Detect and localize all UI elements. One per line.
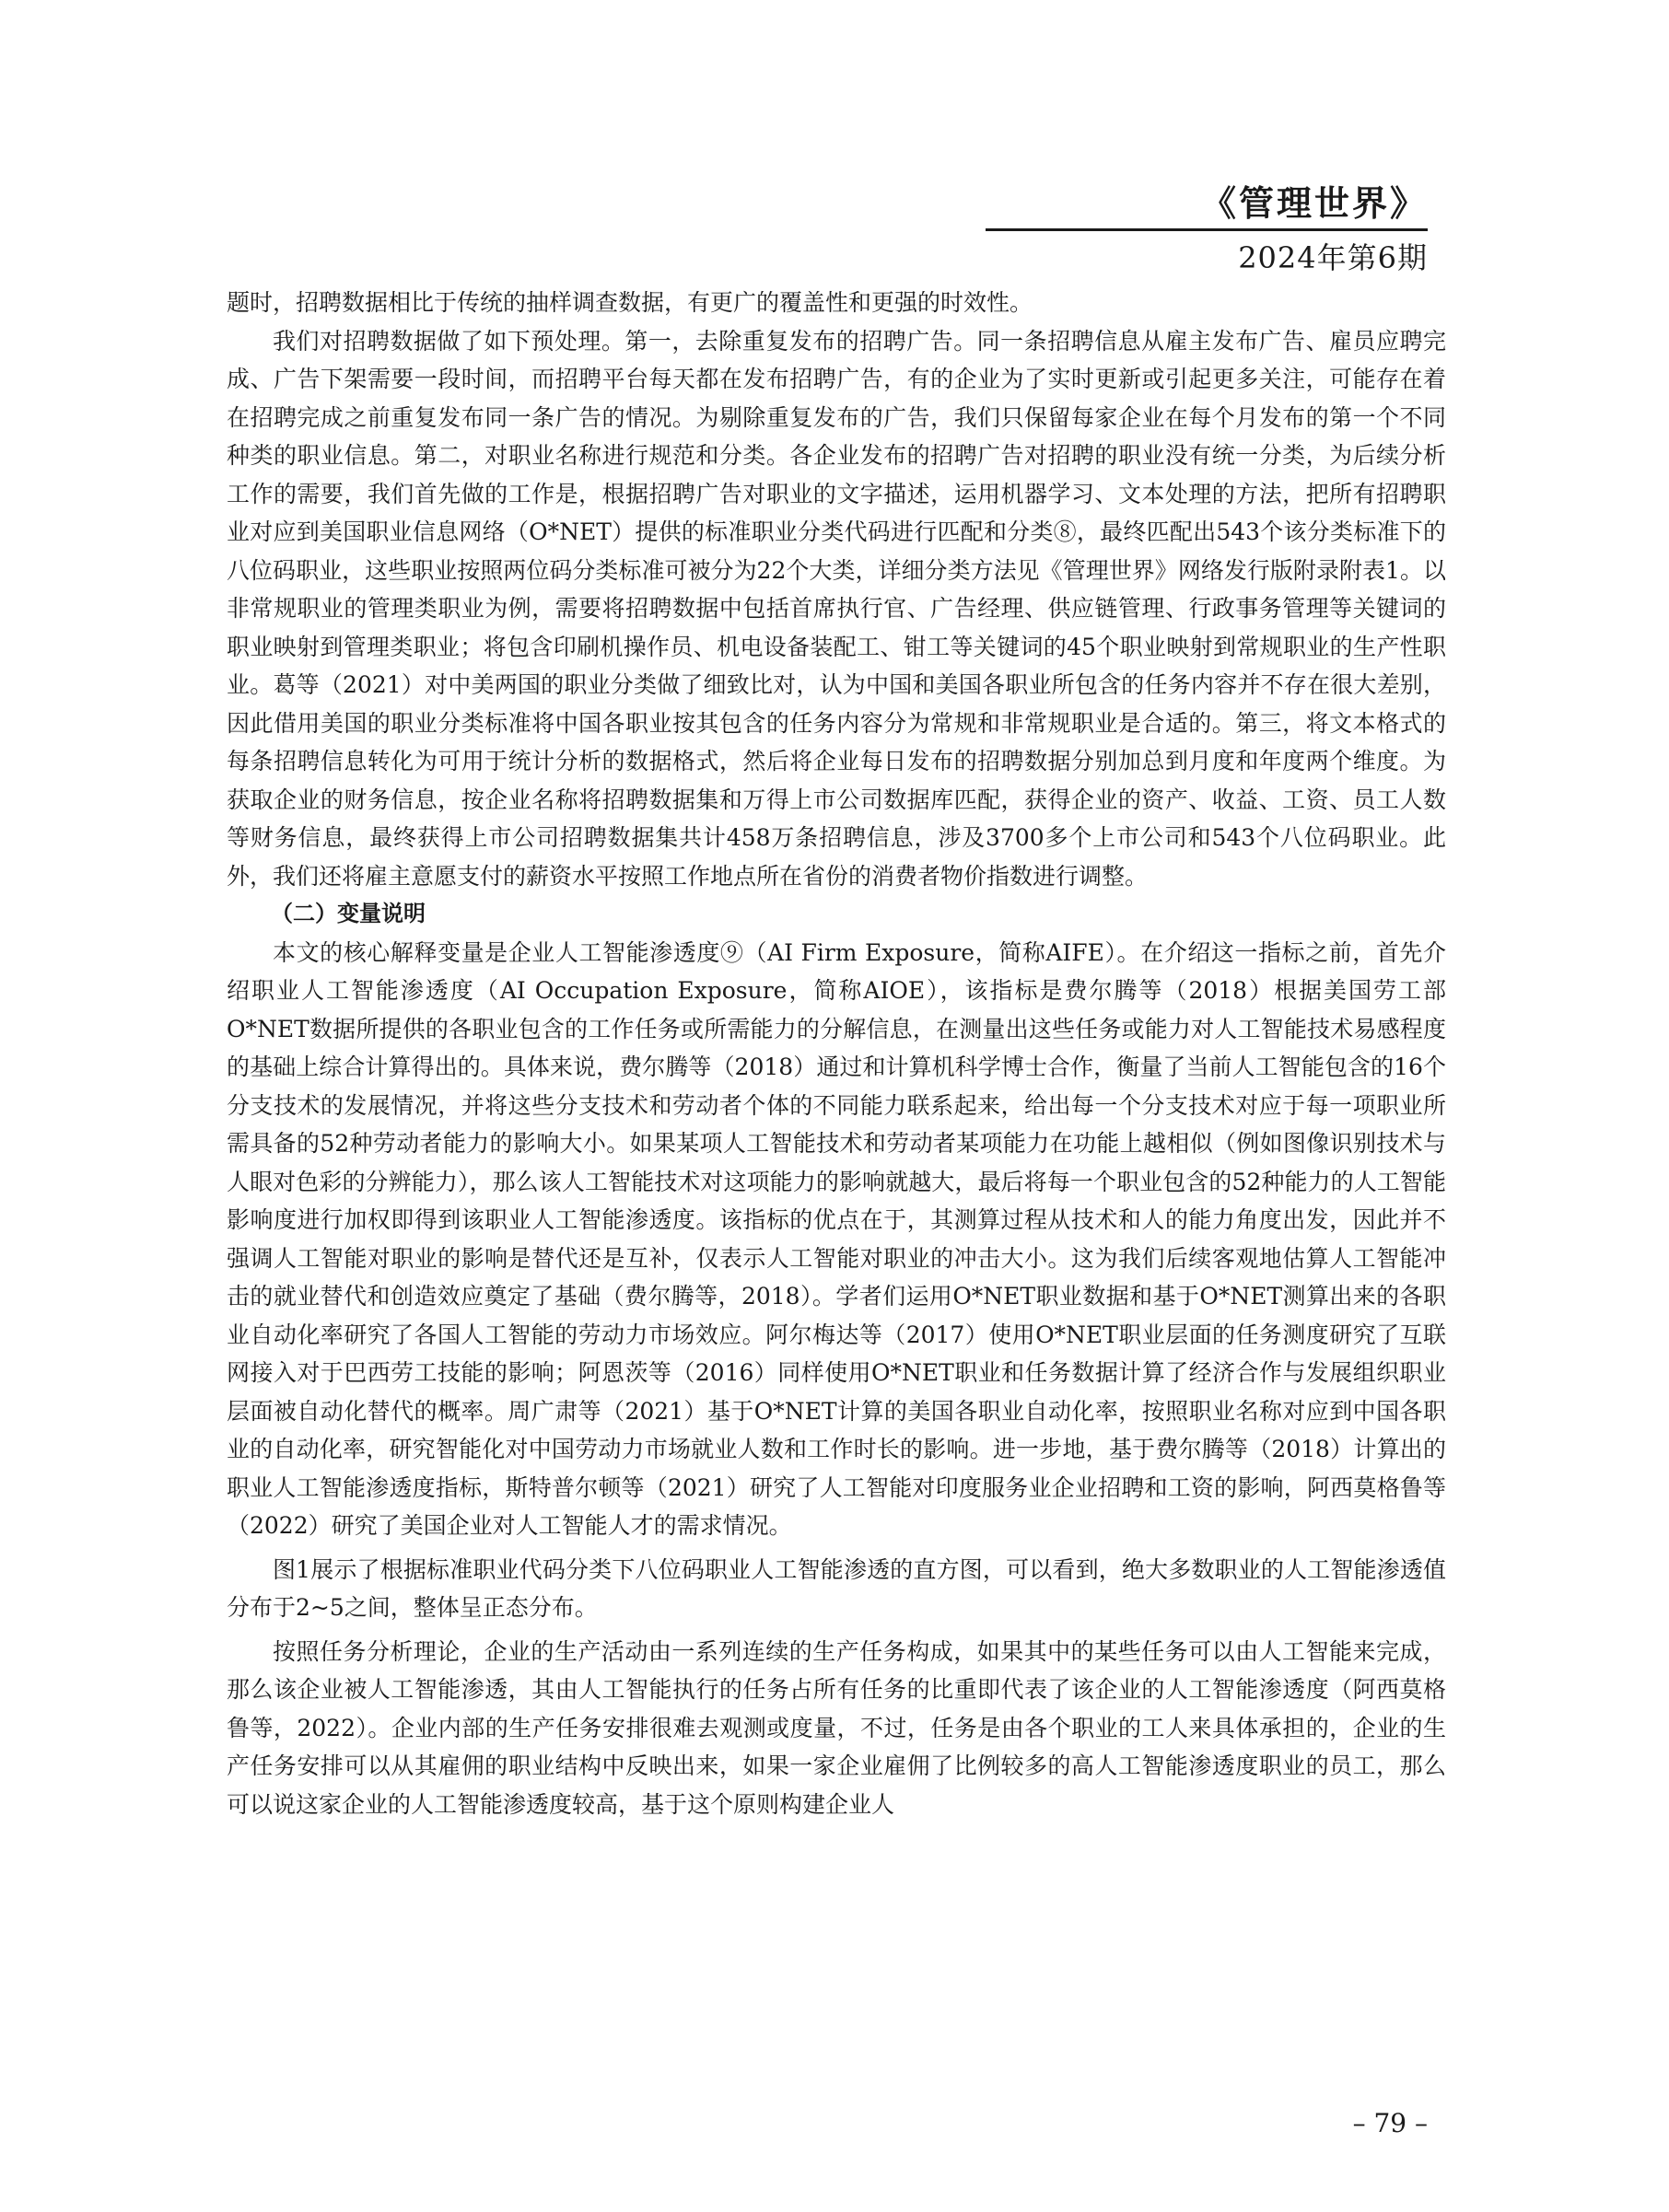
paragraph-continued: 题时，招聘数据相比于传统的抽样调查数据，有更广的覆盖性和更强的时效性。 — [227, 289, 1033, 316]
article-body — [227, 284, 1446, 1823]
journal-header — [1201, 182, 1428, 230]
page-number: – 79 – — [1352, 2108, 1428, 2138]
paragraph-task-theory: 按照任务分析理论，企业的生产活动由一系列连续的生产任务构成，如果其中的某些任务可以由人工智能来完成，那么该企业被人工智能渗透，其由人工智能执行的任务占所有任务的比重即代表了该企业的人工智能渗透度（阿西莫格鲁等，2022）。企业内部的生产任务安排很难去观测或度量，不过，任务是由各个职业的工人来具体承担的，企业的生产任务安排可以从其雇佣的职业结构中反映出来，如果一家企业雇佣了比例较多的高人工智能渗透度职业的员工，那么可以说这家企业的人工智能渗透度较高，基于这个原则构建企业人 — [227, 1637, 1446, 1818]
issue-label: 2024年第6期 — [1238, 240, 1428, 275]
header-rule — [986, 228, 1428, 231]
paragraph-core-variable: 本文的核心解释变量是企业人工智能渗透度⑨（AI Firm Exposure，简称AIFE）。在介绍这一指标之前，首先介绍职业人工智能渗透度（AI Occupation Exposure，简称AIOE），该指标是费尔腾等（2018）根据美国劳工部O*NET数据所提供的各职业包含的工作任务或所需能力的分解信息，在测量出这些任务或能力对人工智能技术易感程度的基础上综合计算得出的。具体来说，费尔腾等（2018）通过和计算机科学博士合作，衡量了当前人工智能包含的16个分支技术的发展情况，并将这些分支技术和劳动者个体的不同能力联系起来，给出每一个分支技术对应于每一项职业所需具备的52种劳动者能力的影响大小。如果某项人工智能技术和劳动者某项能力在功能上越相似（例如图像识别技术与人眼对色彩的分辨能力），那么该人工智能技术对这项能力的影响就越大，最后将每一个职业包含的52种能力的人工智能影响度进行加权即得到该职业人工智能渗透度。该指标的优点在于，其测算过程从技术和人的能力角度出发，因此并不强调人工智能对职业的影响是替代还是互补，仅表示人工智能对职业的冲击大小。这为我们后续客观地估算人工智能冲击的就业替代和创造效应奠定了基础（费尔腾等，2018）。学者们运用O*NET职业数据和基于O*NET测算出来的各职业自动化率研究了各国人工智能的劳动力市场效应。阿尔梅达等（2017）使用O*NET职业层面的任务测度研究了互联网接入对于巴西劳工技能的影响；阿恩茨等（2016）同样使用O*NET职业和任务数据计算了经济合作与发展组织职业层面被自动化替代的概率。周广肃等（2021）基于O*NET计算的美国各职业自动化率，按照职业名称对应到中国各职业的自动化率，研究智能化对中国劳动力市场就业人数和工作时长的影响。进一步地，基于费尔腾等（2018）计算出的职业人工智能渗透度指标，斯特普尔顿等（2021）研究了人工智能对印度服务业企业招聘和工资的影响，阿西莫格鲁等（2022）研究了美国企业对人工智能人才的需求情况。 — [227, 938, 1446, 1539]
paragraph-preprocessing: 我们对招聘数据做了如下预处理。第一，去除重复发布的招聘广告。同一条招聘信息从雇主发布广告、雇员应聘完成、广告下架需要一段时间，而招聘平台每天都在发布招聘广告，有的企业为了实时更新或引起更多关注，可能存在着在招聘完成之前重复发布同一条广告的情况。为剔除重复发布的广告，我们只保留每家企业在每个月发布的第一个不同种类的职业信息。第二，对职业名称进行规范和分类。各企业发布的招聘广告对招聘的职业没有统一分类，为后续分析工作的需要，我们首先做的工作是，根据招聘广告对职业的文字描述，运用机器学习、文本处理的方法，把所有招聘职业对应到美国职业信息网络（O*NET）提供的标准职业分类代码进行匹配和分类⑧，最终匹配出543个该分类标准下的八位码职业，这些职业按照两位码分类标准可被分为22个大类，详细分类方法见《管理世界》网络发行版附录附表1。以非常规职业的管理类职业为例，需要将招聘数据中包括首席执行官、广告经理、供应链管理、行政事务管理等关键词的职业映射到管理类职业；将包含印刷机操作员、机电设备装配工、钳工等关键词的45个职业映射到常规职业的生产性职业。葛等（2021）对中美两国的职业分类做了细致比对，认为中国和美国各职业所包含的任务内容并不存在很大差别，因此借用美国的职业分类标准将中国各职业按其包含的任务内容分为常规和非常规职业是合适的。第三，将文本格式的每条招聘信息转化为可用于统计分析的数据格式，然后将企业每日发布的招聘数据分别加总到月度和年度两个维度。为获取企业的财务信息，按企业名称将招聘数据集和万得上市公司数据库匹配，获得企业的资产、收益、工资、员工人数等财务信息，最终获得上市公司招聘数据集共计458万条招聘信息，涉及3700多个上市公司和543个八位码职业。此外，我们还将雇主意愿支付的薪资水平按照工作地点所在省份的消费者物价指数进行调整。 — [227, 327, 1446, 890]
journal-name: 《管理世界》 — [1200, 182, 1428, 224]
section-heading-variables: （二）变量说明 — [271, 901, 426, 926]
paragraph-figure-reference: 图1展示了根据标准职业代码分类下八位码职业人工智能渗透的直方图，可以看到，绝大多数职业的人工智能渗透值分布于2~5之间，整体呈正态分布。 — [227, 1555, 1446, 1621]
